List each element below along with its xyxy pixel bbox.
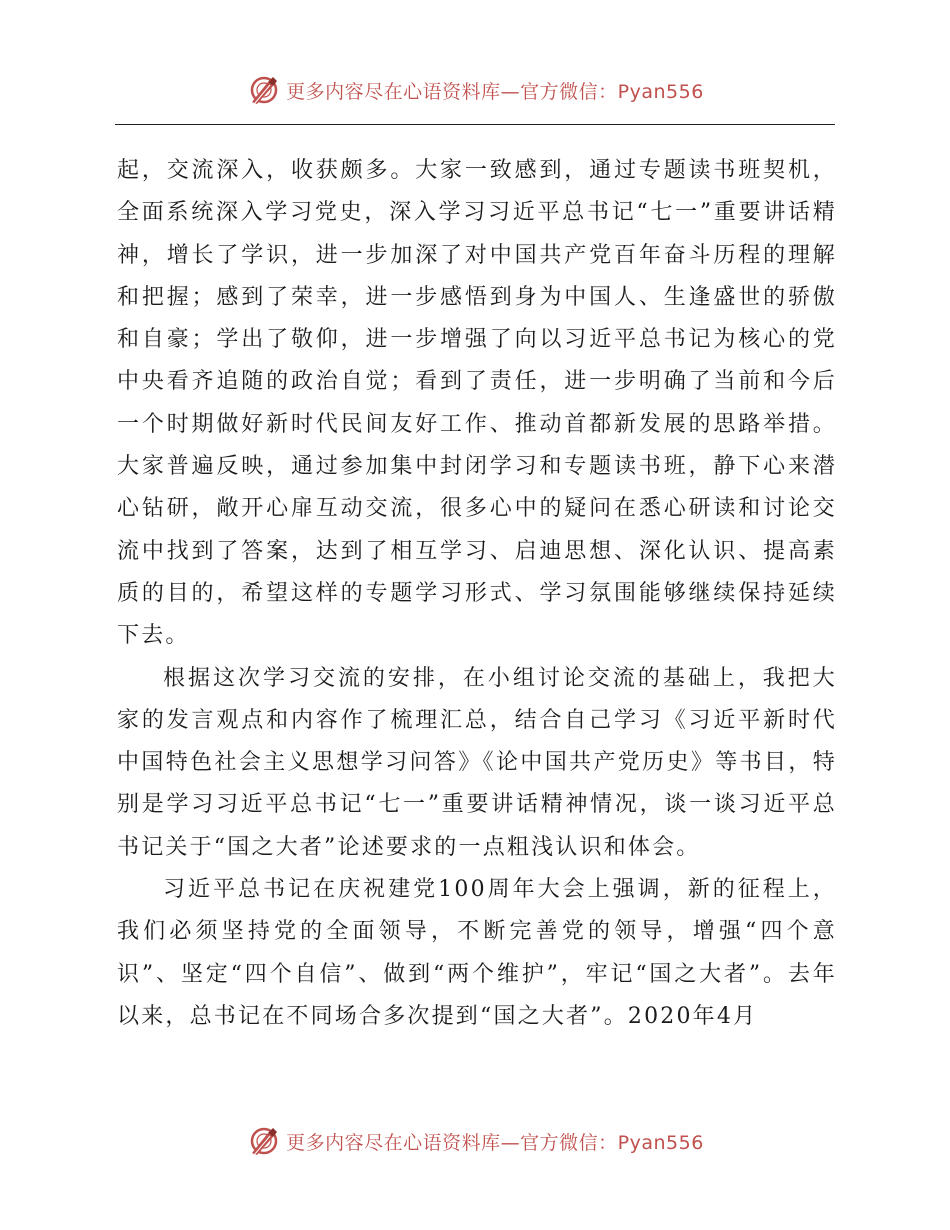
pen-nib-icon (246, 72, 282, 108)
pen-nib-icon (246, 1123, 282, 1159)
paragraph-guozhi-dazhe: 习近平总书记在庆祝建党100周年大会上强调，新的征程上，我们必须坚持党的全面领导，不断完善党的领导，增强“四个意识”、坚定“四个自信”、做到“两个维护”，牢记“国之大者”。去年以来，总书记在不同场合多次提到“国之大者”。2020年4月 (117, 877, 837, 1029)
document-body (117, 150, 837, 1038)
header-banner-text: 更多内容尽在心语资料库—官方微信：Pyan556 (286, 80, 704, 103)
header-banner (0, 70, 950, 110)
paragraph-study-arrangement: 根据这次学习交流的安排，在小组讨论交流的基础上，我把大家的发言观点和内容作了梳理汇总，结合自己学习《习近平新时代中国特色社会主义思想学习问答》《论中国共产党历史》等书目，特别是学习习近平总书记“七一”重要讲话精神情况，谈一谈习近平总书记关于“国之大者”论述要求的一点粗浅认识和体会。 (117, 665, 837, 860)
paragraph-continuation: 起，交流深入，收获颇多。大家一致感到，通过专题读书班契机，全面系统深入学习党史，深入学习习近平总书记“七一”重要讲话精神，增长了学识，进一步加深了对中国共产党百年奋斗历程的理解和把握；感到了荣幸，进一步感悟到身为中国人、生逢盛世的骄傲和自豪；学出了敬仰，进一步增强了向以习近平总书记为核心的党中央看齐追随的政治自觉；看到了责任，进一步明确了当前和今后一个时期做好新时代民间友好工作、推动首都新发展的思路举措。大家普遍反映，通过参加集中封闭学习和专题读书班，静下心来潜心钻研，敞开心扉互动交流，很多心中的疑问在悉心研读和讨论交流中找到了答案，达到了相互学习、启迪思想、深化认识、提高素质的目的，希望这样的专题学习形式、学习氛围能够继续保持延续下去。 (117, 158, 837, 649)
footer-banner-text: 更多内容尽在心语资料库—官方微信：Pyan556 (286, 1131, 704, 1154)
footer-banner (0, 1121, 950, 1161)
header-divider (115, 124, 835, 125)
